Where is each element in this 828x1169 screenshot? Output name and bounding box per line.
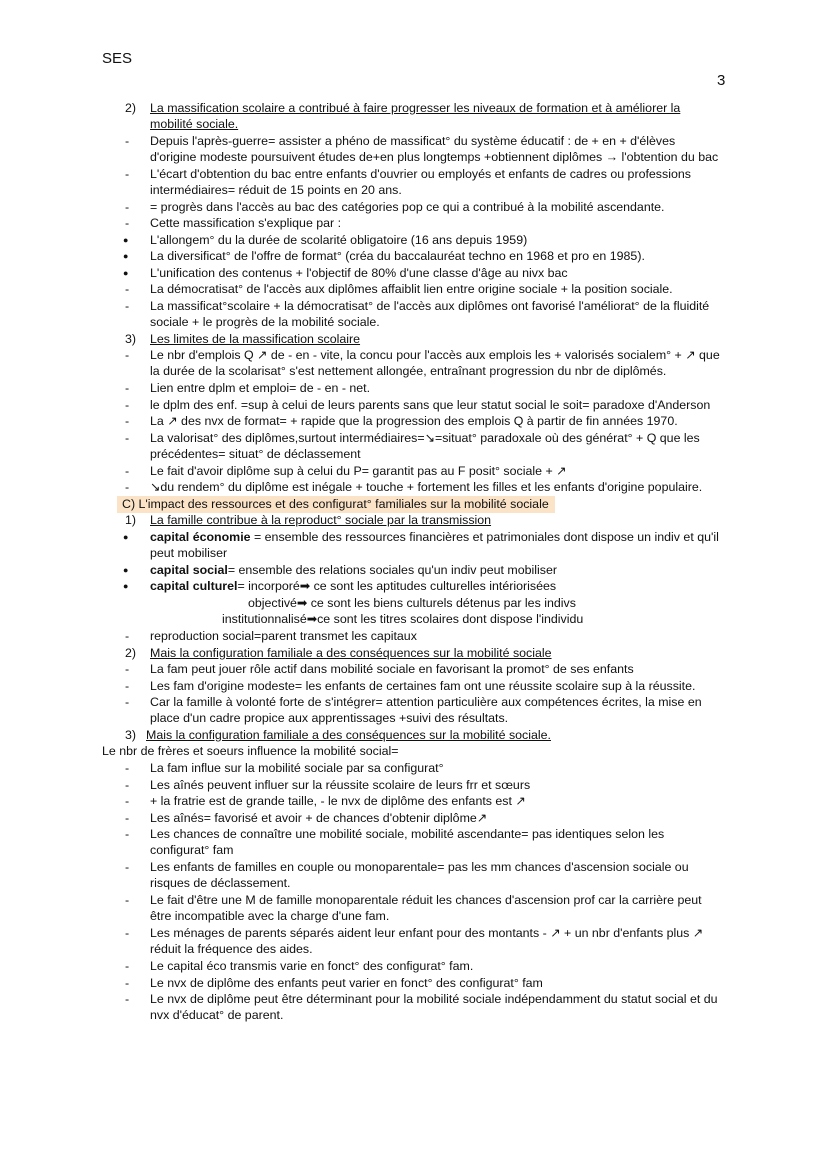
text-line: nvx d'éducat° de parent. xyxy=(150,1008,284,1022)
text-line: Lien entre dplm et emploi= de - en - net. xyxy=(150,381,371,395)
section-2-title-cont: mobilité sociale. xyxy=(150,117,239,131)
list-number: 2) xyxy=(125,646,137,660)
term-capital-economie: capital économie xyxy=(150,530,251,544)
bullet-marker: ● xyxy=(123,532,129,542)
text-line: être incompatible avec la charge d'une fam. xyxy=(150,909,390,923)
bullet-marker: ● xyxy=(123,251,129,261)
text-line: L'unification des contenus + l'objectif de 80% d'une classe d'âge au nivx bac xyxy=(150,266,568,280)
list-number: 3) xyxy=(125,728,137,742)
dash-marker: - xyxy=(125,216,130,230)
text-line: objectivé➡ ce sont les biens culturels détenus par les indivs xyxy=(248,596,576,610)
dash-marker: - xyxy=(125,992,130,1006)
dash-marker: - xyxy=(125,464,130,478)
term-capital-culturel: capital culturel xyxy=(150,579,238,593)
section-c2-title: Mais la configuration familiale a des conséquences sur la mobilité sociale xyxy=(150,646,552,660)
bullet-marker: ● xyxy=(123,235,129,245)
dash-marker: - xyxy=(125,695,130,709)
section-c-title: C) L'impact des ressources et des configurat° familiales sur la mobilité sociale xyxy=(122,497,549,511)
text-line: risques de déclassement. xyxy=(150,876,291,890)
dash-marker: - xyxy=(125,893,130,907)
text-line: Les ménages de parents séparés aident leur enfant pour des montants - ↗ + un nbr d'enfants plus ↗ xyxy=(150,926,704,940)
dash-marker: - xyxy=(125,381,130,395)
section-2-title: La massification scolaire a contribué à faire progresser les niveaux de formation et à améliorer la xyxy=(150,101,681,115)
text-line: La valorisat° des diplômes,surtout intermédiaires=↘=situat° paradoxale où des générat° + Q que les xyxy=(150,431,700,445)
text-line: peut mobiliser xyxy=(150,546,228,560)
text-line: reproduction social=parent transmet les capitaux xyxy=(150,629,417,643)
bullet-marker: ● xyxy=(123,268,129,278)
text-line: intermédiaires= réduit de 15 points en 20 ans. xyxy=(150,183,402,197)
dash-marker: - xyxy=(125,431,130,445)
dash-marker: - xyxy=(125,200,130,214)
section-3-title: Les limites de la massification scolaire xyxy=(150,332,361,346)
definition: = incorporé➡ ce sont les aptitudes culturelles intériorisées xyxy=(237,579,557,593)
text-line: + la fratrie est de grande taille, - le nvx de diplôme des enfants est ↗ xyxy=(150,794,526,808)
dash-marker: - xyxy=(125,134,130,148)
text-line: Le fait d'avoir diplôme sup à celui du P= garantit pas au F posit° sociale + ↗ xyxy=(150,464,567,478)
bullet-marker: ● xyxy=(123,581,129,591)
section-c3-title: Mais la configuration familiale a des conséquences sur la mobilité sociale. xyxy=(146,728,551,742)
definition: = ensemble des relations sociales qu'un indiv peut mobiliser xyxy=(227,563,558,577)
dash-marker: - xyxy=(125,926,130,940)
text-line: précédentes= situat° de déclassement xyxy=(150,447,361,461)
text-line: L'allongem° du la durée de scolarité obligatoire (16 ans depuis 1959) xyxy=(150,233,528,247)
dash-marker: - xyxy=(125,976,130,990)
bullet-marker: ● xyxy=(123,565,129,575)
text-line: d'origine modeste poursuivent études de+en plus longtemps +obtiennent diplômes → l'obtention du bac xyxy=(150,150,719,164)
text-line: le dplm des enf. =sup à celui de leurs parents sans que leur statut social le soit= paradoxe d'Anderson xyxy=(150,398,711,412)
text-line: La démocratisat° de l'accès aux diplômes affaiblit lien entre origine sociale + la position sociale. xyxy=(150,282,673,296)
text-line: Les chances de connaître une mobilité sociale, mobilité ascendante= pas identiques selon les xyxy=(150,827,665,841)
text-line: place d'un cadre propice aux apprentissages +suivi des résultats. xyxy=(150,711,509,725)
text-line: Les enfants de familles en couple ou monoparentale= pas les mm chances d'ascension sociale ou xyxy=(150,860,689,874)
subject-header: SES xyxy=(102,50,133,67)
text-line: Le nbr d'emplois Q ↗ de - en - vite, la concu pour l'accès aux emplois les + valorisés socialem° + ↗ que xyxy=(150,348,720,362)
dash-marker: - xyxy=(125,299,130,313)
text-line: Les fam d'origine modeste= les enfants de certaines fam ont une réussite scolaire sup à la réussite. xyxy=(150,679,696,693)
text-line: Les aînés= favorisé et avoir + de chances d'obtenir diplôme↗ xyxy=(150,811,488,825)
text-line: La diversificat° de l'offre de format° (créa du baccalauréat techno en 1968 et pro en 1985). xyxy=(150,249,645,263)
text-line xyxy=(150,529,719,545)
dash-marker: - xyxy=(125,480,130,494)
page-number: 3 xyxy=(717,72,726,89)
text-line: = progrès dans l'accès au bac des catégories pop ce qui a contribué à la mobilité ascendante. xyxy=(150,200,665,214)
dash-marker: - xyxy=(125,282,130,296)
dash-marker: - xyxy=(125,662,130,676)
text-line: Le nvx de diplôme des enfants peut varier en fonct° des configurat° fam xyxy=(150,976,543,990)
dash-marker: - xyxy=(125,860,130,874)
dash-marker: - xyxy=(125,827,130,841)
text-line: réduit la fréquence des aides. xyxy=(150,942,313,956)
dash-marker: - xyxy=(125,348,130,362)
definition: = ensemble des ressources financières et patrimoniales dont dispose un indiv et qu'il xyxy=(250,530,719,544)
text-line xyxy=(150,562,557,578)
list-number: 1) xyxy=(125,513,137,527)
text-line: L'écart d'obtention du bac entre enfants d'ouvrier ou employés et enfants de cadres ou professions xyxy=(150,167,691,181)
text-line: institutionnalisé➡ce sont les titres scolaires dont dispose l'individu xyxy=(222,612,584,626)
list-number: 2) xyxy=(125,101,137,115)
dash-marker: - xyxy=(125,398,130,412)
text-line: Le fait d'être une M de famille monoparentale réduit les chances d'ascension prof car la carrière peut xyxy=(150,893,702,907)
intro-line: Le nbr de frères et soeurs influence la mobilité social= xyxy=(102,744,399,758)
text-line: configurat° fam xyxy=(150,843,234,857)
text-line: La massificat°scolaire + la démocratisat° de l'accès aux diplômes ont favorisé l'améliorat° de la fluidité xyxy=(150,299,710,313)
text-line: Le nvx de diplôme peut être déterminant pour la mobilité sociale indépendamment du statut social et du xyxy=(150,992,718,1006)
text-line: ↘du rendem° du diplôme est inégale + touche + fortement les filles et les enfants d'origine populaire. xyxy=(150,480,703,494)
dash-marker: - xyxy=(125,761,130,775)
text-line: Depuis l'après-guerre= assister a phéno de massificat° du système éducatif : de + en + d'élèves xyxy=(150,134,676,148)
dash-marker: - xyxy=(125,794,130,808)
text-line xyxy=(150,578,556,594)
text-line: Les aînés peuvent influer sur la réussite scolaire de leurs frr et sœurs xyxy=(150,778,531,792)
dash-marker: - xyxy=(125,414,130,428)
text-line: la durée de la scolarisat° s'est nettement allongée, entraînant progression du nbr de diplômés. xyxy=(150,364,667,378)
dash-marker: - xyxy=(125,629,130,643)
text-line: Le capital éco transmis varie en fonct° des configurat° fam. xyxy=(150,959,474,973)
dash-marker: - xyxy=(125,811,130,825)
term-capital-social: capital social xyxy=(150,563,228,577)
dash-marker: - xyxy=(125,778,130,792)
dash-marker: - xyxy=(125,959,130,973)
dash-marker: - xyxy=(125,167,130,181)
text-line: Car la famille à volonté forte de s'intégrer= attention particulière aux compétences écrites, la mise en xyxy=(150,695,702,709)
text-line: sociale + le progrès de la mobilité sociale. xyxy=(150,315,380,329)
text-line: La ↗ des nvx de format= + rapide que la progression des emplois Q à partir de fin années 1970. xyxy=(150,414,678,428)
text-line: La fam influe sur la mobilité sociale par sa configurat° xyxy=(150,761,444,775)
text-line: La fam peut jouer rôle actif dans mobilité sociale en favorisant la promot° de ses enfants xyxy=(150,662,634,676)
list-number: 3) xyxy=(125,332,137,346)
text-line: Cette massification s'explique par : xyxy=(150,216,342,230)
dash-marker: - xyxy=(125,679,130,693)
section-c1-title: La famille contribue à la reproduct° sociale par la transmission xyxy=(150,513,492,527)
